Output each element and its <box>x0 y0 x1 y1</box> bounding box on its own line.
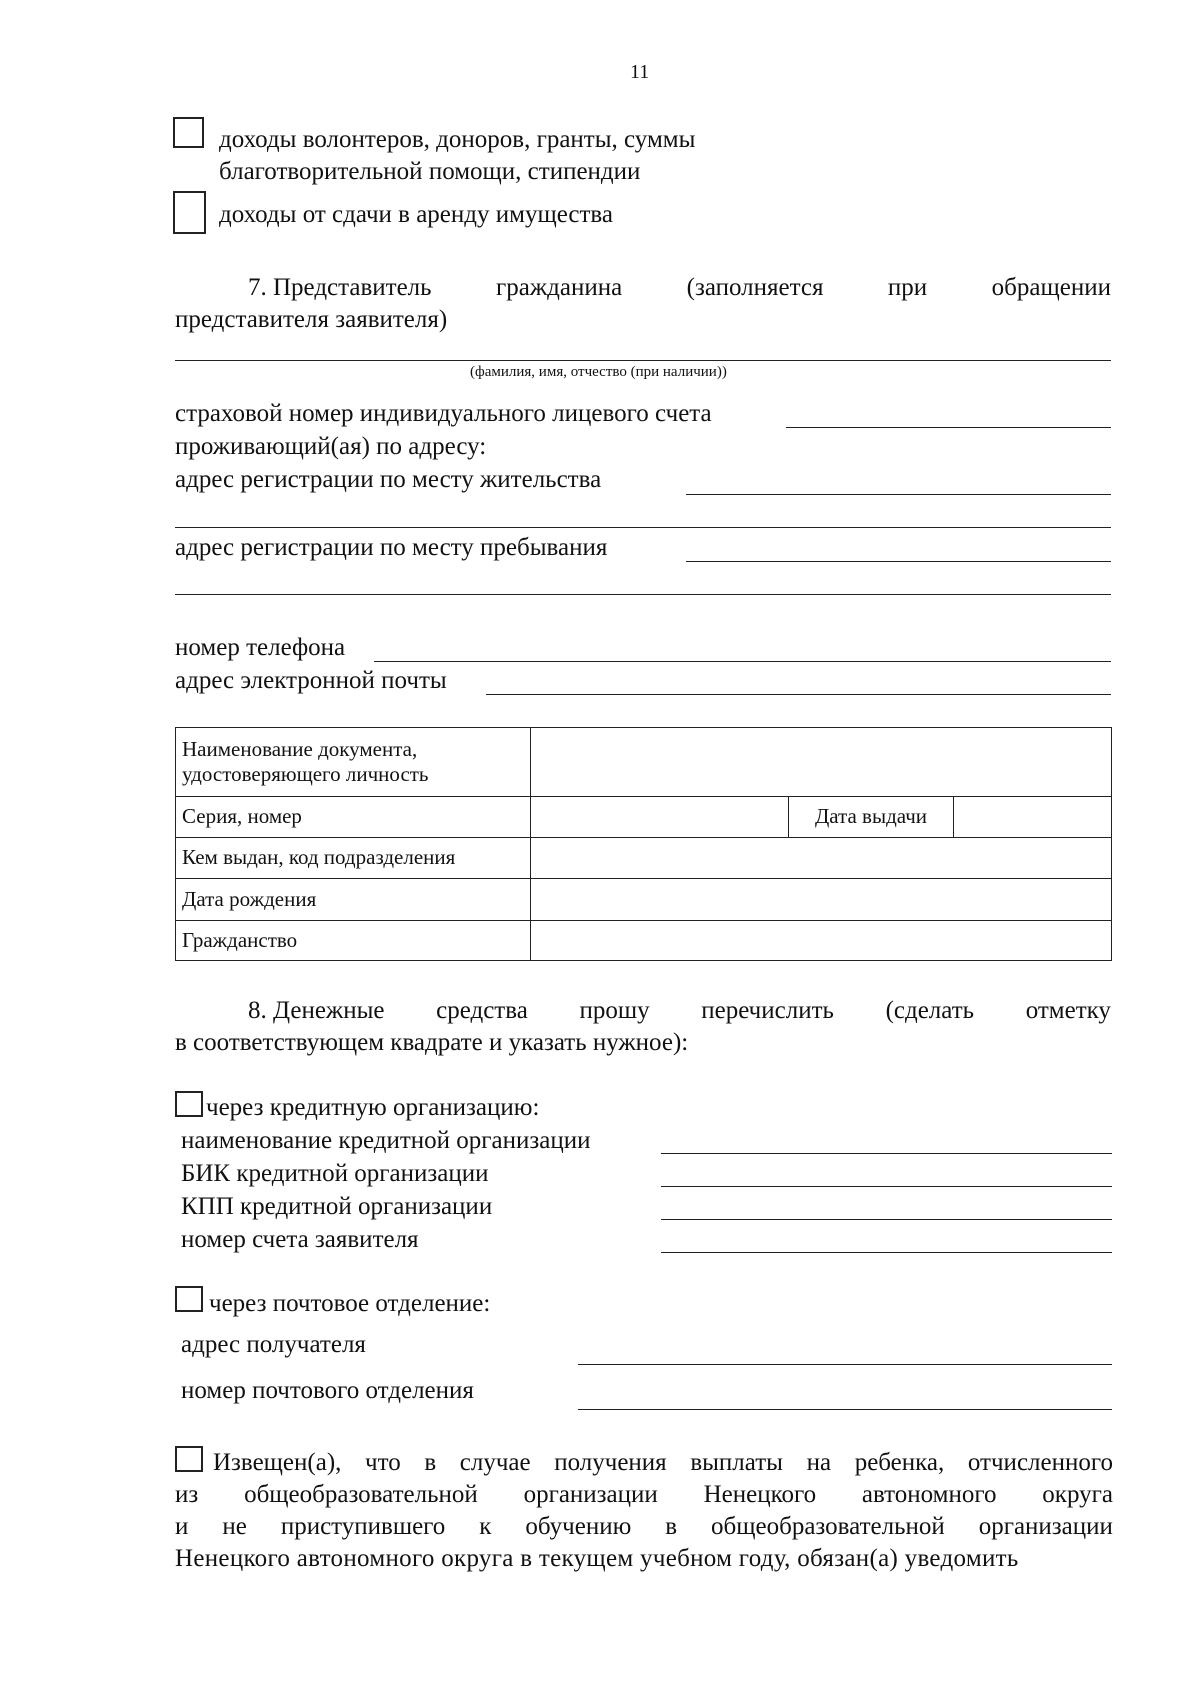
notice-word: и <box>175 1513 189 1540</box>
fio-field-line[interactable] <box>175 360 1111 361</box>
notice-line-4: Ненецкого автономного округа в текущем учебном году, обязан(а) уведомить <box>175 1545 1019 1572</box>
email-label: адрес электронной почты <box>175 667 447 694</box>
notice-word: Ненецкого <box>703 1481 817 1508</box>
section8-heading-word: (сделать <box>885 997 975 1024</box>
notice-word: к <box>479 1513 492 1540</box>
post-option-label: через почтовое отделение: <box>209 1290 491 1317</box>
birth-date-cell[interactable] <box>531 879 1112 921</box>
doc-name-cell[interactable] <box>531 728 1112 797</box>
doc-name-header <box>176 728 531 797</box>
notice-word: автономного <box>861 1481 997 1508</box>
notice-word: случае <box>459 1449 531 1476</box>
notice-word: в <box>665 1513 678 1540</box>
birth-date-header: Дата рождения <box>176 879 531 921</box>
notice-line-3 <box>175 1514 1113 1539</box>
post-office-number-field-line[interactable] <box>578 1409 1112 1410</box>
volunteers-income-label-2: благотворительной помощи, стипендии <box>219 158 641 185</box>
notice-word: из <box>175 1481 199 1508</box>
section7-heading-line2: представителя заявителя) <box>175 306 448 333</box>
kpp-field-line[interactable] <box>661 1219 1112 1220</box>
bank-option-checkbox[interactable] <box>175 1091 203 1117</box>
fio-caption: (фамилия, имя, отчество (при наличии)) <box>470 364 727 380</box>
notice-word: что <box>365 1449 401 1476</box>
page-number: 11 <box>630 61 650 83</box>
residing-label: проживающий(ая) по адресу: <box>175 433 487 460</box>
identity-document-table <box>175 727 1112 961</box>
section7-heading-word: при <box>887 274 928 301</box>
section8-heading-word: перечислить <box>701 997 834 1024</box>
reg-residence-field-line-2[interactable] <box>175 527 1111 528</box>
snils-label: страховой номер индивидуального лицевого счета <box>175 400 712 427</box>
volunteers-income-label-1: доходы волонтеров, доноров, гранты, суммы <box>219 126 696 153</box>
reg-stay-label: адрес регистрации по месту пребывания <box>175 534 608 561</box>
section7-heading-word: 7. Представитель <box>248 274 432 301</box>
volunteers-income-checkbox[interactable] <box>173 117 204 148</box>
section7-heading <box>248 275 1111 300</box>
series-number-cell[interactable] <box>531 797 789 838</box>
notice-checkbox[interactable] <box>175 1446 203 1472</box>
notice-word: организации <box>978 1513 1113 1540</box>
section7-heading-word: обращении <box>991 274 1111 301</box>
reg-stay-field-line[interactable] <box>686 561 1111 562</box>
rent-income-checkbox[interactable] <box>173 191 206 234</box>
rent-income-label: доходы от сдачи в аренду имущества <box>219 201 614 228</box>
reg-residence-field-line[interactable] <box>686 494 1111 495</box>
recipient-address-label: адрес получателя <box>181 1331 366 1358</box>
reg-stay-field-line-2[interactable] <box>175 594 1111 595</box>
issue-date-header: Дата выдачи <box>789 797 954 838</box>
section8-heading-word: 8. Денежные <box>248 997 385 1024</box>
series-number-header: Серия, номер <box>176 797 531 838</box>
section8-heading-word: прошу <box>579 997 650 1024</box>
notice-word: общеобразовательной <box>244 1481 478 1508</box>
notice-word: ребенка, <box>854 1449 945 1476</box>
notice-word: приступившего <box>280 1513 446 1540</box>
section8-heading-word: средства <box>436 997 528 1024</box>
notice-word: не <box>222 1513 247 1540</box>
section8-heading-word: отметку <box>1025 997 1111 1024</box>
notice-word: в <box>424 1449 437 1476</box>
notice-word: выплаты <box>690 1449 783 1476</box>
account-field-line[interactable] <box>661 1252 1112 1253</box>
phone-label: номер телефона <box>175 634 346 661</box>
issued-by-header: Кем выдан, код подразделения <box>176 838 531 879</box>
issue-date-cell[interactable] <box>954 797 1112 838</box>
section8-heading-line2: в соответствующем квадрате и указать нужное): <box>175 1029 689 1056</box>
citizenship-cell[interactable] <box>531 921 1112 961</box>
bik-field-line[interactable] <box>661 1186 1112 1187</box>
issued-by-cell[interactable] <box>531 838 1112 879</box>
notice-line-1 <box>213 1450 1113 1475</box>
notice-word: общеобразовательной <box>711 1513 945 1540</box>
notice-line-2 <box>175 1482 1113 1507</box>
notice-word: получения <box>554 1449 667 1476</box>
recipient-address-field-line[interactable] <box>578 1364 1112 1365</box>
notice-word: отчисленного <box>967 1449 1113 1476</box>
notice-word: организации <box>523 1481 658 1508</box>
snils-field-line[interactable] <box>786 427 1111 428</box>
notice-word: Извещен(а), <box>213 1449 342 1476</box>
account-label: номер счета заявителя <box>181 1226 419 1253</box>
bik-label: БИК кредитной организации <box>181 1160 489 1187</box>
bank-option-label: через кредитную организацию: <box>206 1094 540 1121</box>
notice-word: округа <box>1042 1481 1113 1508</box>
kpp-label: КПП кредитной организации <box>181 1193 493 1220</box>
section7-heading-word: (заполняется <box>686 274 824 301</box>
bank-name-label: наименование кредитной организации <box>181 1127 591 1154</box>
phone-field-line[interactable] <box>374 661 1111 662</box>
bank-name-field-line[interactable] <box>661 1153 1112 1154</box>
doc-name-line2: удостоверяющего личность <box>182 762 429 786</box>
post-option-checkbox[interactable] <box>175 1286 203 1312</box>
doc-name-line1: Наименование документа, <box>182 736 418 761</box>
citizenship-header: Гражданство <box>176 921 531 961</box>
notice-word: обучению <box>525 1513 632 1540</box>
post-office-number-label: номер почтового отделения <box>181 1377 474 1404</box>
notice-word: на <box>806 1449 832 1476</box>
section8-heading <box>248 998 1111 1023</box>
section7-heading-word: гражданина <box>496 274 623 301</box>
email-field-line[interactable] <box>486 694 1111 695</box>
reg-residence-label: адрес регистрации по месту жительства <box>175 466 602 493</box>
